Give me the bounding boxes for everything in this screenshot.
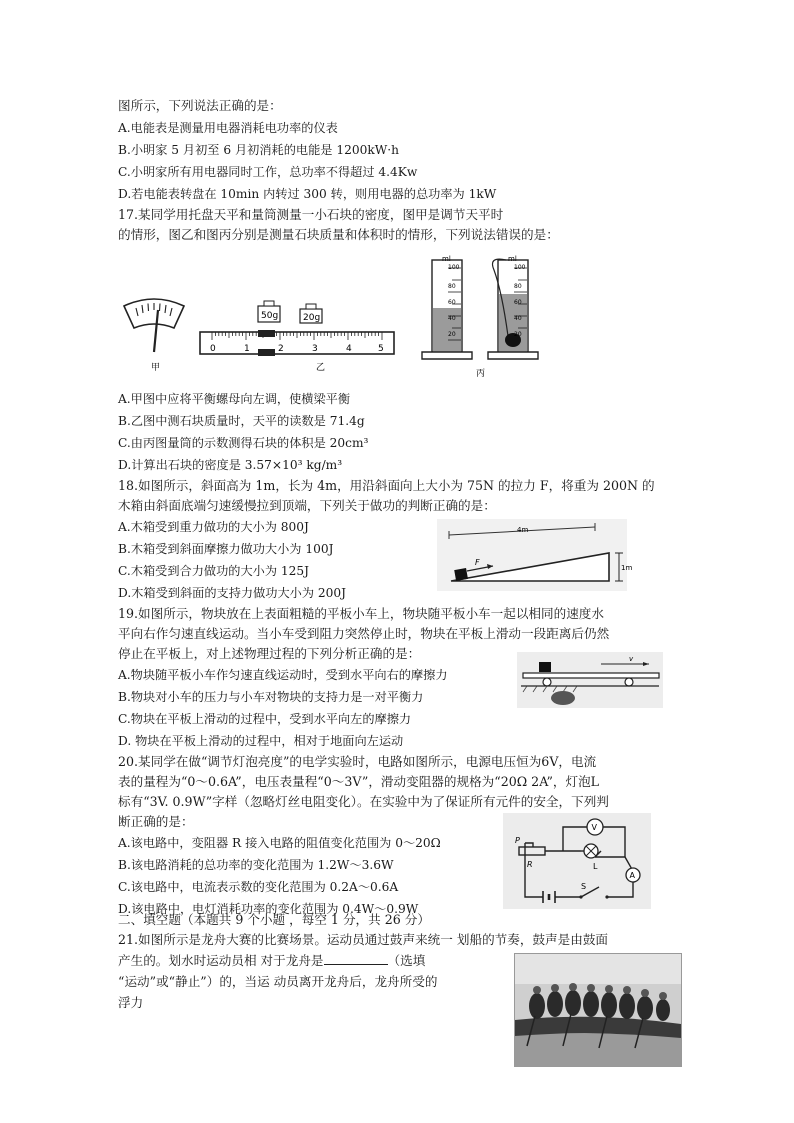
label-bing: 丙	[476, 369, 486, 379]
svg-text:60: 60	[514, 299, 522, 306]
section-fill-blank-heading: 二、填空题（本题共 9 个小题 ，每空 1 分，共 26 分）	[118, 912, 430, 927]
svg-text:A: A	[629, 871, 635, 880]
incline-length-label: 4m	[517, 526, 529, 534]
rider-bottom	[258, 349, 275, 356]
q17-option-d: D.计算出石块的密度是 3.57×10³ kg/m³	[118, 458, 343, 472]
svg-text:40: 40	[448, 315, 456, 322]
circuit-figure	[503, 813, 651, 909]
weight-50g	[258, 301, 280, 322]
svg-text:80: 80	[514, 283, 522, 290]
switch-label: S	[581, 882, 587, 891]
wooden-box	[454, 568, 468, 581]
balance-ruler-figure	[198, 296, 398, 376]
svg-text:V: V	[591, 823, 597, 832]
obstacle	[551, 691, 575, 705]
q20-option-d: D.该电路中，电灯消耗功率的变化范围为 0.4W～0.9W	[118, 902, 419, 916]
label-yi: 乙	[316, 363, 326, 373]
ruler-tick-label: 2	[278, 344, 284, 354]
dragon-boat-photo	[514, 953, 682, 1067]
cart-plate	[523, 673, 659, 678]
q21-line4: 浮力	[118, 995, 144, 1010]
q20-stem-line3: 标有“3V. 0.9W”字样（忽略灯丝电阻变化）。在实验中为了保证所有元件的安全，下列判	[118, 794, 609, 809]
incline-figure	[437, 519, 633, 591]
q21-line2-tail: （选填	[387, 953, 426, 968]
ruler-tick-label: 3	[312, 344, 318, 354]
ruler-tick-label: 1	[244, 344, 250, 354]
cart-wheel	[543, 678, 551, 686]
q21-line2-text: 产生的。划水时运动员相 对于龙舟是	[118, 953, 324, 968]
q19-option-c: C.物块在平板上滑动的过程中，受到水平向左的摩擦力	[118, 712, 412, 726]
svg-text:50g: 50g	[261, 311, 279, 321]
force-label: F	[475, 558, 480, 567]
svg-text:20: 20	[514, 331, 522, 338]
q16-option-d: D.若电能表转盘在 10min 内转过 300 转，则用电器的总功率为 1kW	[118, 187, 497, 201]
svg-text:40: 40	[514, 315, 522, 322]
q19-option-d: D. 物块在平板上滑动的过程中，相对于地面向左运动	[118, 734, 404, 748]
ruler-tick-label: 0	[210, 344, 216, 354]
q18-option-c: C.木箱受到合力做功的大小为 125J	[118, 564, 310, 578]
svg-text:20g: 20g	[303, 313, 321, 323]
svg-text:100: 100	[514, 264, 526, 271]
q21-line3: “运动”或“静止”）的，当运 动员离开龙舟后，龙舟所受的	[118, 974, 438, 989]
ruler-tick-label: 5	[378, 344, 384, 354]
q16-option-c: C.小明家所有用电器同时工作，总功率不得超过 4.4Kw	[118, 165, 418, 179]
cylinder-unit: ml	[442, 255, 451, 263]
q20-option-a: A.该电路中，变阻器 R 接入电路的阻值变化范围为 0～20Ω	[118, 836, 441, 850]
q20-stem-line4: 断正确的是：	[118, 814, 194, 829]
cylinder-water	[422, 255, 472, 359]
slider-label: P	[515, 836, 520, 845]
q21-line2	[118, 952, 425, 970]
q21-line1: 21.如图所示是龙舟大赛的比赛场景。运动员通过鼓声来统一 划船的节奏，鼓声是由鼓面	[118, 932, 609, 947]
block	[539, 662, 551, 672]
q16-option-b: B.小明家 5 月初至 6 月初消耗的电能是 1200kW·h	[118, 143, 399, 157]
q17-option-b: B.乙图中测石块质量时，天平的读数是 71.4g	[118, 414, 365, 428]
q17-stem-line1: 17.某同学用托盘天平和量筒测量一小石块的密度，图甲是调节天平时	[118, 207, 504, 222]
cart-wheel	[625, 678, 633, 686]
q20-stem-line1: 20.某同学在做“调节灯泡亮度”的电学实验时，电路如图所示，电源电压恒为6V，电流	[118, 754, 597, 769]
q19-stem-line1: 19.如图所示，物块放在上表面粗糙的平板小车上，物块随平板小车一起以相同的速度水	[118, 606, 604, 621]
q19-option-b: B.物块对小车的压力与小车对物块的支持力是一对平衡力	[118, 690, 424, 704]
rider-top	[258, 330, 275, 337]
lamp-label: L	[593, 862, 598, 871]
q18-option-d: D.木箱受到斜面的支持力做功大小为 200J	[118, 586, 347, 600]
q18-stem-line2: 木箱由斜面底端匀速缓慢拉到顶端，下列关于做功的判断正确的是：	[118, 498, 496, 513]
q19-stem-line3: 停止在平板上，对上述物理过程的下列分析正确的是：	[118, 646, 421, 661]
balance-pointer-figure	[118, 294, 190, 378]
rheostat-label: R	[527, 860, 533, 869]
q18-option-a: A.木箱受到重力做功的大小为 800J	[118, 520, 309, 534]
velocity-label: v	[629, 655, 634, 663]
incline-height-label: 1m	[621, 564, 633, 572]
ruler-tick-label: 4	[346, 344, 352, 354]
label-jia: 甲	[151, 363, 161, 373]
q20-option-c: C.该电路中，电流表示数的变化范围为 0.2A～0.6A	[118, 880, 399, 894]
q17-option-a: A.甲图中应将平衡螺母向左调，使横梁平衡	[118, 392, 351, 406]
q16-stem-tail: 图所示，下列说法正确的是：	[118, 98, 282, 113]
q19-stem-line2: 平向右作匀速直线运动。当小车受到阻力突然停止时，物块在平板上滑动一段距离后仍然	[118, 626, 610, 641]
svg-text:ml: ml	[508, 255, 517, 263]
svg-text:100: 100	[448, 264, 460, 271]
cylinders-figure	[418, 252, 543, 380]
q19-option-a: A.物块随平板小车作匀速直线运动时，受到水平向右的摩擦力	[118, 668, 448, 682]
q17-stem-line2: 的情形，图乙和图丙分别是测量石块质量和体积时的情形，下列说法错误的是：	[118, 227, 559, 242]
q20-option-b: B.该电路消耗的总功率的变化范围为 1.2W～3.6W	[118, 858, 394, 872]
q16-option-a: A.电能表是测量用电器消耗电功率的仪表	[118, 121, 338, 135]
cart-figure	[517, 652, 663, 708]
weight-20g	[300, 304, 322, 323]
q17-option-c: C.由丙图量筒的示数测得石块的体积是 20cm³	[118, 436, 369, 450]
answer-blank[interactable]	[324, 952, 388, 965]
cylinder-stone	[488, 255, 538, 359]
q20-stem-line2: 表的量程为“0～0.6A”，电压表量程“0～3V”，滑动变阻器的规格为“20Ω 2A”，灯泡L	[118, 774, 600, 789]
svg-text:80: 80	[448, 283, 456, 290]
q18-stem-line1: 18.如图所示，斜面高为 1m，长为 4m，用沿斜面向上大小为 75N 的拉力 F，将重为 200N 的	[118, 478, 655, 493]
svg-text:60: 60	[448, 299, 456, 306]
svg-text:20: 20	[448, 331, 456, 338]
q18-option-b: B.木箱受到斜面摩擦力做功大小为 100J	[118, 542, 334, 556]
